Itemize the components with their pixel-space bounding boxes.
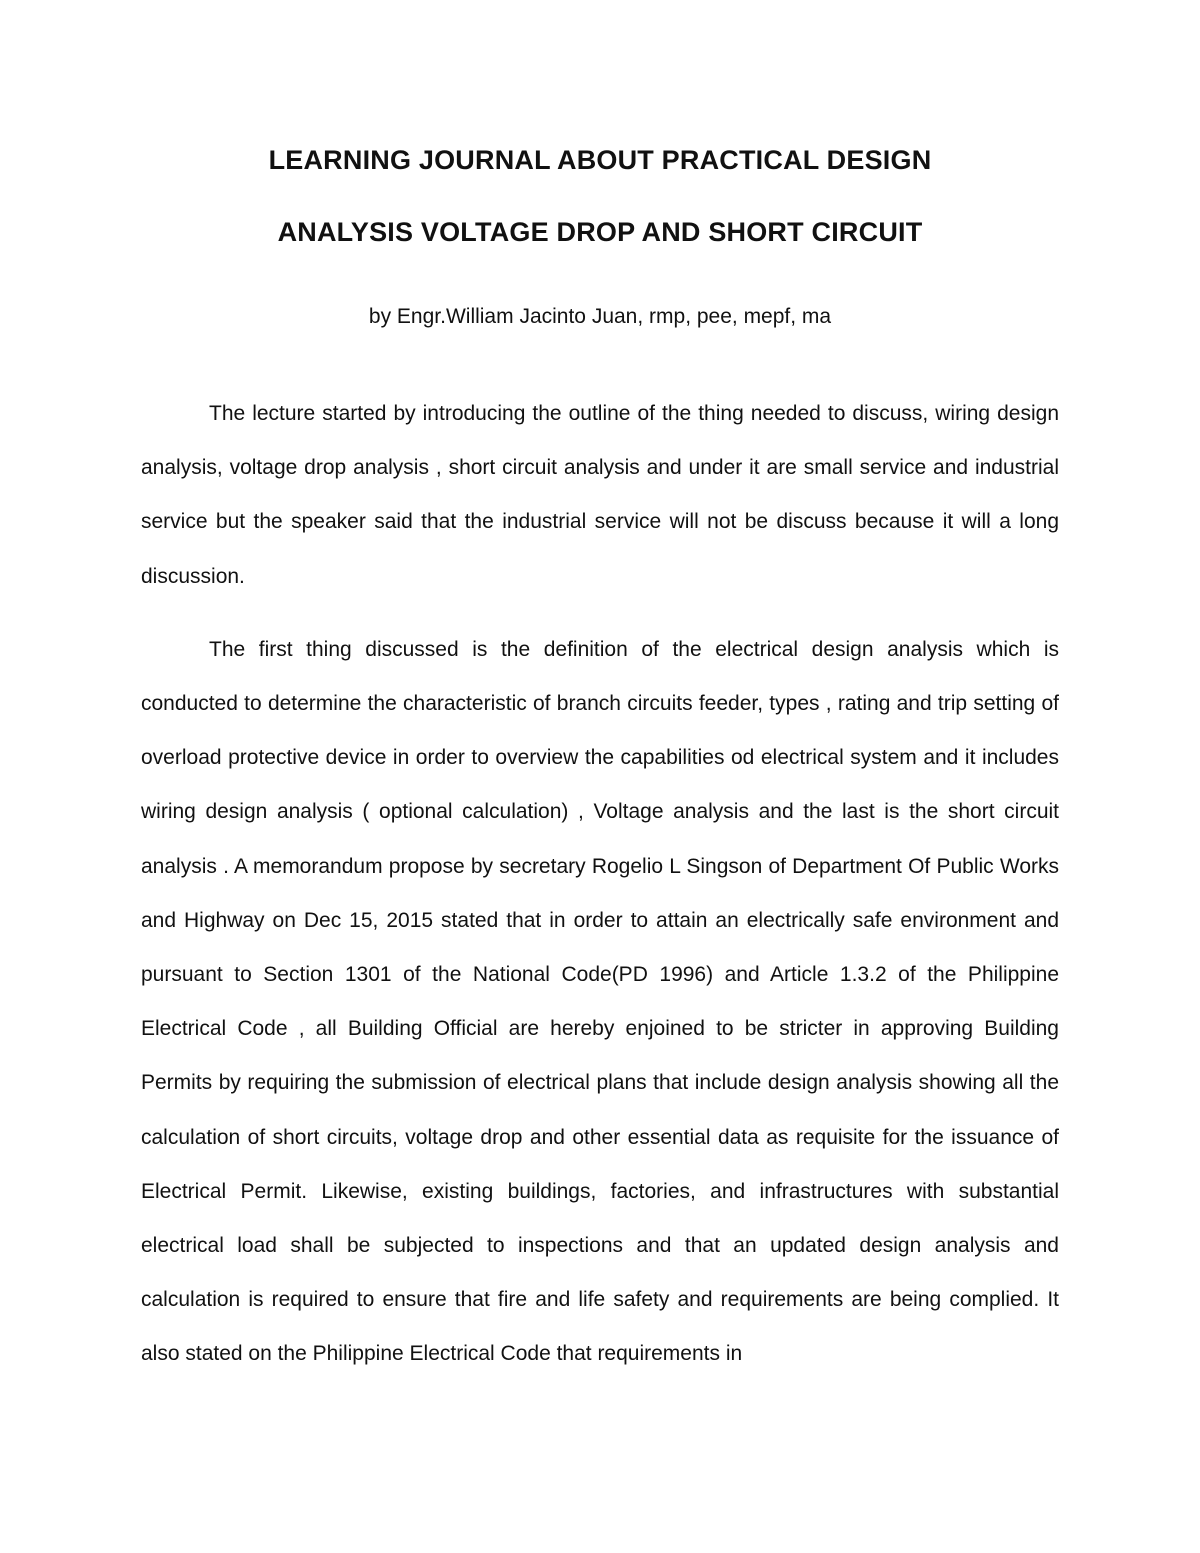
paragraph-2: The first thing discussed is the definition of the electrical design analysis which is conducted to determine the characteristic of branch circuits feeder, types , rating and trip setting of overload protective device in order to overview the capabilities od electrical system and it includes wiring design analysis ( optional calculation) , Voltage analysis and the last is the short circuit analysis . A memorandum propose by secretary Rogelio L Singson of Department Of Public Works and Highway on Dec 15, 2015 stated that in order to attain an electrically safe environment and pursuant to Section 1301 of the National Code(PD 1996) and Article 1.3.2 of the Philippine Electrical Code , all Building Official are hereby enjoined to be stricter in approving Building Permits by requiring the submission of electrical plans that include design analysis showing all the calculation of short circuits, voltage drop and other essential data as requisite for the issuance of Electrical Permit. Likewise, existing buildings, factories, and infrastructures with substantial electrical load shall be subjected to inspections and that an updated design analysis and calculation is required to ensure that fire and life safety and requirements are being complied. It also stated on the Philippine Electrical Code that requirements in	[141, 637, 1059, 1366]
paragraph-1: The lecture started by introducing the outline of the thing needed to discuss, wiring design analysis, voltage drop analysis , short circuit analysis and under it are small service and industrial service but the speaker said that the industrial service will not be discuss because it will a long discussion.	[141, 402, 1059, 588]
title-line-1: LEARNING JOURNAL ABOUT PRACTICAL DESIGN	[268, 145, 932, 175]
document-title	[141, 0, 1059, 268]
author-byline: by Engr.William Jacinto Juan, rmp, pee, mepf, ma	[368, 305, 832, 328]
title-line-2: ANALYSIS VOLTAGE DROP AND SHORT CIRCUIT	[277, 217, 923, 247]
